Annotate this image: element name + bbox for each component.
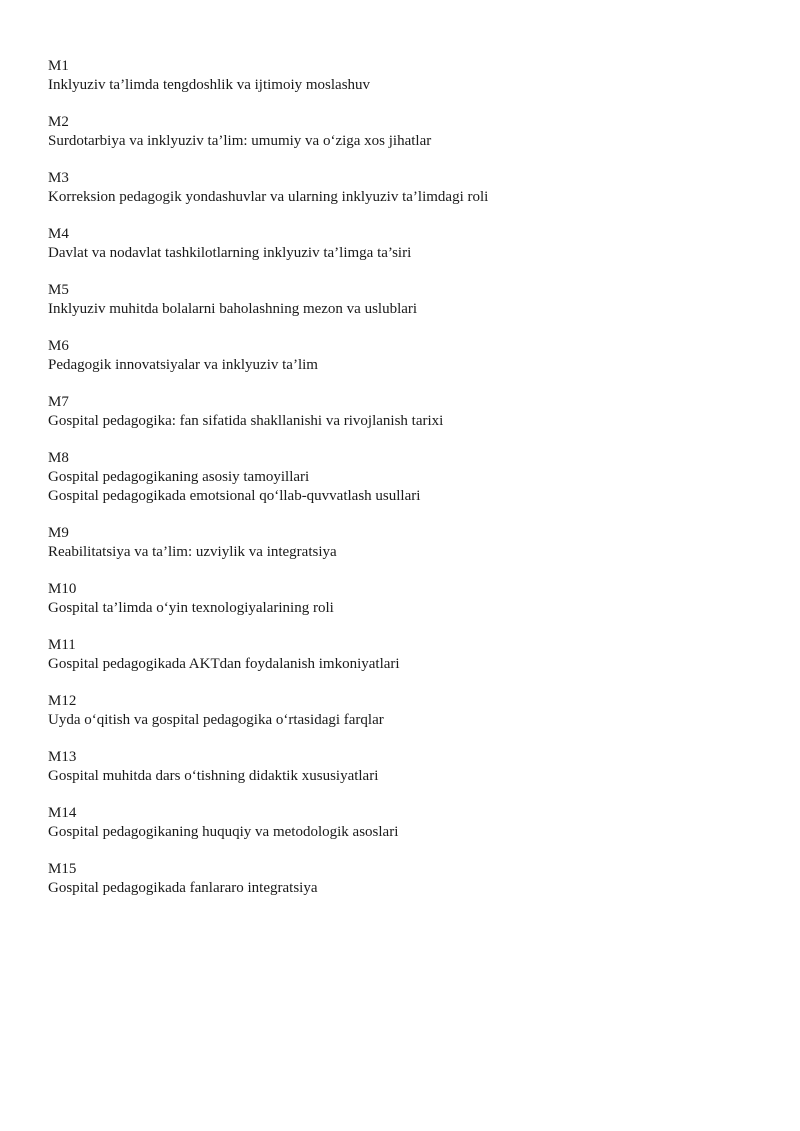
module-code: M5 xyxy=(48,282,69,298)
module-entry xyxy=(48,169,768,207)
module-code: M12 xyxy=(48,693,77,709)
module-title: Gospital pedagogikaning huquqiy va metodologik asoslari xyxy=(48,824,399,840)
module-code: M3 xyxy=(48,170,69,186)
module-code: M6 xyxy=(48,338,69,354)
module-code: M13 xyxy=(48,749,77,765)
module-title: Inklyuziv muhitda bolalarni baholashning mezon va uslublari xyxy=(48,301,418,317)
module-title: Gospital pedagogikaning asosiy tamoyillari xyxy=(48,469,310,485)
module-title: Gospital ta’limda o‘yin texnologiyalarining roli xyxy=(48,600,334,616)
module-entry xyxy=(48,692,768,730)
module-entry xyxy=(48,804,768,842)
module-entry xyxy=(48,393,768,431)
module-title: Gospital pedagogikada AKTdan foydalanish imkoniyatlari xyxy=(48,656,400,672)
module-entry xyxy=(48,57,768,95)
module-code: M15 xyxy=(48,861,77,877)
module-title: Gospital pedagogikada fanlararo integratsiya xyxy=(48,880,318,896)
module-title: Uyda o‘qitish va gospital pedagogika o‘rtasidagi farqlar xyxy=(48,712,384,728)
module-title: Surdotarbiya va inklyuziv ta’lim: umumiy va o‘ziga xos jihatlar xyxy=(48,133,432,149)
module-entry xyxy=(48,636,768,674)
module-code: M1 xyxy=(48,58,69,74)
module-title: Davlat va nodavlat tashkilotlarning inklyuziv ta’limga ta’siri xyxy=(48,245,412,261)
module-entry xyxy=(48,225,768,263)
document-page xyxy=(48,57,768,916)
module-title: Reabilitatsiya va ta’lim: uzviylik va integratsiya xyxy=(48,544,337,560)
module-entry xyxy=(48,449,768,506)
module-code: M2 xyxy=(48,114,69,130)
module-entry xyxy=(48,337,768,375)
module-title: Inklyuziv ta’limda tengdoshlik va ijtimoiy moslashuv xyxy=(48,77,371,93)
module-entry xyxy=(48,860,768,898)
module-code: M7 xyxy=(48,394,69,410)
module-entry xyxy=(48,748,768,786)
module-code: M8 xyxy=(48,450,69,466)
module-entry xyxy=(48,281,768,319)
module-entry xyxy=(48,524,768,562)
module-code: M9 xyxy=(48,525,69,541)
module-title: Gospital pedagogika: fan sifatida shakllanishi va rivojlanish tarixi xyxy=(48,413,444,429)
module-code: M4 xyxy=(48,226,69,242)
module-code: M14 xyxy=(48,805,77,821)
module-title: Gospital pedagogikada emotsional qo‘llab-quvvatlash usullari xyxy=(48,488,421,504)
module-title: Korreksion pedagogik yondashuvlar va ularning inklyuziv ta’limdagi roli xyxy=(48,189,489,205)
module-entry xyxy=(48,580,768,618)
module-entry xyxy=(48,113,768,151)
module-code: M11 xyxy=(48,637,76,653)
module-title: Pedagogik innovatsiyalar va inklyuziv ta’lim xyxy=(48,357,318,373)
module-code: M10 xyxy=(48,581,77,597)
module-title: Gospital muhitda dars o‘tishning didaktik xususiyatlari xyxy=(48,768,379,784)
